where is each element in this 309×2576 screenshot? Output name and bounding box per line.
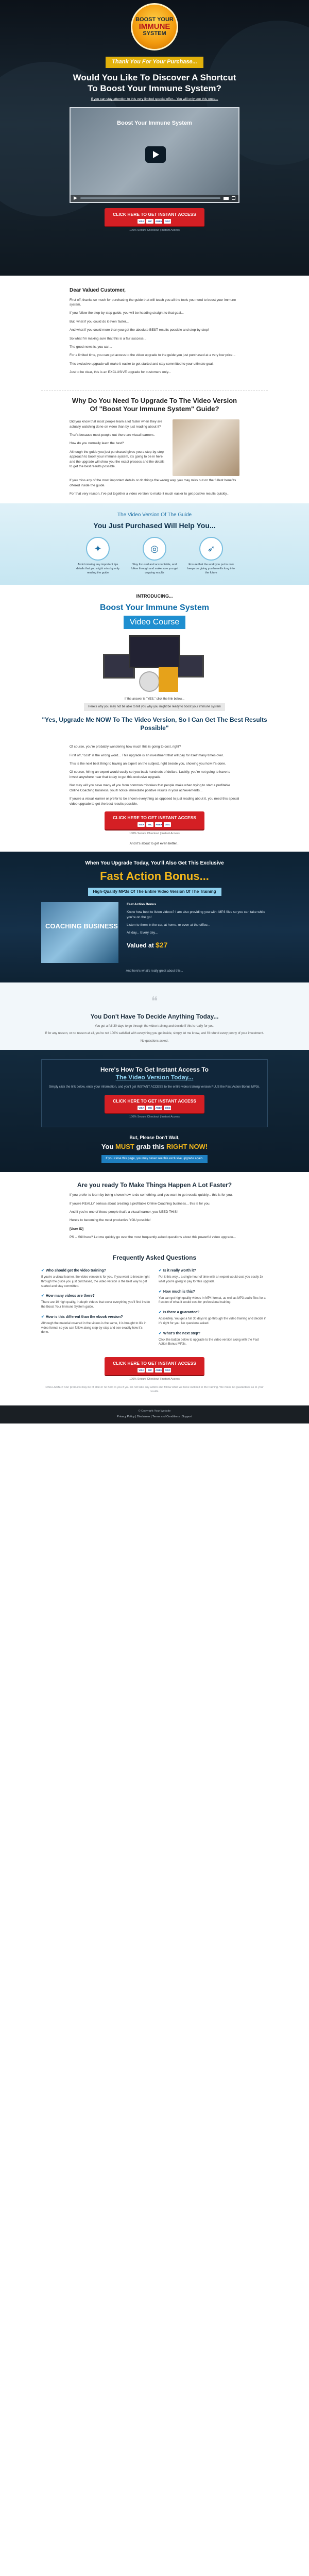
question-icon: ✔ [41,1269,44,1273]
discover-icon: DISC [165,1369,170,1372]
letter-paragraph: But, what if you could do it even faster... [70,319,129,324]
introducing-label: INTRODUCING... [136,594,173,599]
question-icon: ✔ [41,1315,44,1319]
faq-answer: Absolutely. You get a full 30 days to go through the video training and decide if it's right for you. No questions asked. [159,1317,266,1325]
rocket-icon: ➶ [207,544,215,554]
close-page-warning: If you close this page, you may never see this exclusive upgrade again. [101,1155,207,1163]
help-heading: You Just Purchased Will Help You... [93,521,216,530]
faq-question-text: Is there a guarantee? [163,1311,200,1315]
help-top-line: The Video Version Of The Guide [117,512,192,518]
payment-cards [113,1368,196,1372]
mastercard-icon: MC [146,822,153,827]
access-paragraph: Simply click the link below, enter your information, and you'll get INSTANT ACCESS to the entire video training version PLUS the Fast Action Bonus MP3s. [49,1085,260,1089]
faq-question-text: How many videos are there? [45,1294,95,1298]
faq-question [159,1290,268,1295]
ready-paragraph: If you're REALLY serious about creating a profitable Online Coaching business... this is for you. [70,1201,211,1206]
valued-amount: $27 [156,940,168,949]
faq-question [159,1268,268,1274]
bonus-subheading: High-Quality MP3s Of The Entire Video Version Of The Training [88,888,221,896]
guarantee-paragraph: You get a full 30 days to go through the video training and decide if this is really for you. [95,1024,214,1028]
faq-question [159,1331,268,1336]
instant-access-button[interactable] [105,1357,204,1376]
letter-paragraph: And what if you could more than you get the absolute BEST results possible and step-by-step! [70,328,209,332]
body-paragraph: First off, "cost" is the wrong word... This upgrade is an investment that will pay for itself many times over. [70,753,224,757]
ready-paragraph: And if you're one of those people that's a visual learner, you NEED THIS! [70,1210,178,1214]
faq-column-left [41,1268,150,1352]
bonus-value [127,940,268,950]
why-upgrade-section [0,397,309,504]
body-paragraph: Of course, hiring an expert would easily set you back hundreds of dollars. Luckily, you're not going to have to invest anywhere near that today to get this exclusive upgrade. [70,770,231,779]
lightbulb-icon: ✦ [94,544,102,554]
visa-icon: VISA [139,1106,144,1109]
fast-action-bonus-section [0,852,309,983]
valued-label: Valued at [127,941,154,949]
body-paragraph: This is the next best thing to having an expert on the subject, right beside you, showing you how it's done. [70,762,226,766]
instant-access-button[interactable] [105,1095,204,1114]
faq-question-text: Is it really worth it? [163,1269,196,1273]
feature-item [187,537,235,575]
video-help-section [0,503,309,585]
access-heading [47,1066,262,1082]
must-grab-text: You [101,1143,116,1150]
product-name: Boost Your Immune System [100,603,209,613]
access-heading-text: Here's How To Get Instant Access To [100,1065,209,1073]
discover-icon: DISC [165,823,170,826]
product-box-mockup [159,667,178,692]
faq-question [41,1294,150,1299]
discover-icon: DISC [165,220,170,223]
question-icon: ✔ [159,1290,162,1294]
secure-checkout-note: 100% Secure Checkout | Instant Access [129,229,180,232]
visa-icon: VISA [139,1369,144,1372]
how-to-access-section [0,1050,309,1172]
amex-icon: AMEX [155,220,162,223]
why-paragraph: For that very reason, I've put together a video version to make it much easier to get positive results quickly... [70,492,230,496]
upgrade-yes-headline: "Yes, Upgrade Me NOW To The Video Version, So I Can Get The Best Results Possible" [42,716,267,732]
faq-answer: There are 10 high quality, in-depth videos that cover everything you'll find inside the Boost Your Immune System guide. [41,1301,150,1309]
letter-paragraph: So what I'm making sure that this is a fair success... [70,336,146,341]
faq-column-right [159,1268,268,1352]
letter-paragraph: If you follow the step-by-step guide, you will be heading straight to that goal... [70,311,184,315]
feature-text: Ensure that the work you put in now keeps on giving you benefits long into the future [187,563,235,575]
faq-answer: Put it this way... a single hour of time with an expert would cost you easily 3x what you're going to pay for this upgrade. [159,1276,263,1283]
feature-text: Stay focused and accountable, and follow through and make sure you get ongoing results [131,563,178,575]
ready-paragraph: If you prefer to learn by being shown how to do something, and you want to get results quickly... this is for you. [70,1193,233,1197]
copyright: © Copyright Your Website [138,1410,171,1413]
why-paragraph: Did you know that most people learn a lot faster when they are actually watching done on video than by just reading about it? [70,420,162,429]
dvd-disc-mockup [139,671,160,692]
instant-access-button[interactable] [105,208,204,227]
letter-greeting: Dear Valued Customer, [70,287,126,293]
why-paragraph: Although the guide you just purchased gives you a step-by-step approach to boost your immune system, it's going to be in here and the upgrade will show you the exact process and the details to get the best results possible. [70,450,165,469]
faq-answer: You can get high quality videos in MP4 format, as well as MP3 audio files for a fraction of what it would cost for professional training. [159,1296,266,1304]
cta-label: CLICK HERE TO GET INSTANT ACCESS [113,211,196,217]
faq-section [0,1245,309,1406]
dont-wait-block [0,1134,309,1163]
access-box [41,1059,268,1127]
secure-checkout-note: 100% Secure Checkout | Instant Access [129,1378,180,1381]
letter-paragraph: First off, thanks so much for purchasing the guide that will teach you all the tools you need to boost your immune system. [70,298,236,307]
faq-question-text: How much is this? [163,1290,195,1294]
video-progress-bar[interactable] [80,197,220,199]
monitor-mockup [129,635,180,668]
feature-item [74,537,122,575]
bonus-image-text: COACHING BUSINESS [45,922,118,930]
discover-icon: DISC [165,1106,170,1109]
thank-you-banner: Thank You For Your Purchase... [106,57,203,68]
question-icon: ✔ [159,1311,162,1315]
why-paragraph: That's because most people out there are visual learners. [70,433,155,437]
must-grab-text: MUST [115,1143,134,1150]
guarantee-paragraph: No questions asked. [140,1040,169,1043]
bonus-paragraph: All day... Every day... [127,931,158,935]
why-heading: Why Do You Need To Upgrade To The Video Version Of "Boost Your Immune System" Guide? [72,396,237,413]
faq-question-text: Who should get the video training? [45,1269,106,1273]
payment-cards [113,219,196,224]
access-heading-underlined: The Video Version Today... [115,1074,194,1081]
instant-access-button[interactable] [105,811,204,831]
faq-question-text: How is this different than the ebook version? [45,1315,123,1319]
intro-note-bar: Here's why you may not be able to tell you why you might be ready to boost your immune system [84,703,225,711]
pricing-copy-section [0,739,309,852]
feature-item [131,537,178,575]
even-better-line: And it's about to get even better... [129,842,180,846]
bonus-product-image [41,902,118,963]
video-controls [71,195,238,202]
must-grab-line [0,1142,309,1152]
faq-question [41,1268,150,1274]
subheadline-text: If you can stay attention to this very limited special offer... You will only see this once... [91,97,218,101]
introducing-section [0,585,309,739]
bonus-heading: Fast Action Bonus... [100,870,209,883]
volume-icon[interactable] [224,197,229,200]
guarantee-heading: You Don't Have To Decide Anything Today... [90,1013,219,1021]
body-paragraph: If you're a visual learner or prefer to be shown everything as opposed to just reading about it, you need this special video upgrade to get the best results possible. [70,797,239,806]
amex-icon: AMEX [155,1106,162,1109]
fullscreen-icon[interactable] [232,196,235,200]
visa-icon: VISA [139,823,144,826]
signature: [User ID] [70,1227,84,1231]
disclaimer: DISCLAIMER: Our products may be of little or no help to you if you do not take any action and follow what we have outlined in the training. We make no guarantees as to your results. [45,1386,264,1394]
video-player[interactable] [70,107,239,203]
letter-paragraph: Just to be clear, this is an EXCLUSIVE upgrade for customers only... [70,370,171,375]
section-divider [41,390,268,391]
ready-paragraph: PS -- Still here? Let me quickly go over the most frequently asked questions about this powerful video upgrade... [70,1235,236,1240]
faq-question [41,1315,150,1320]
payment-cards [113,822,196,827]
question-icon: ✔ [159,1269,162,1273]
faq-answer: If you're a visual learner, the video version is for you. If you want to breeze right through the guide you just purchased, the video version is the best way to get started and stay committed. [41,1276,150,1288]
product-bundle-image [103,635,206,693]
logo-text: SYSTEM [143,30,166,37]
cta-label: CLICK HERE TO GET INSTANT ACCESS [113,1098,196,1104]
play-small-icon[interactable] [74,196,77,200]
letter-paragraph: For a limited time, you can get access to the video upgrade to the guide you just purchased at a very low price... [70,353,235,358]
video-title: Boost Your Immune System [117,120,192,126]
target-icon: ◎ [150,544,159,554]
question-icon: ✔ [41,1294,44,1298]
product-logo [131,3,178,50]
logo-text: BOOST YOUR [135,16,174,23]
bonus-paragraph: Fast Action Bonus [127,902,157,906]
letter-paragraph: This exclusive upgrade will make it easier to get started and stay committed to your ultimate goal. [70,362,214,366]
intro-line-note: If the answer is "YES," click the link below... [125,697,184,701]
feature-text: Avoid missing any important tips details that you might miss by only reading the guide [76,563,119,575]
play-icon[interactable] [145,146,166,163]
mastercard-icon: MC [146,1106,153,1110]
faq-heading: Frequently Asked Questions [112,1253,197,1261]
payment-cards [113,1106,196,1110]
body-paragraph: Nor may will you save many of you from common mistakes that people make when trying to start a profitable Online Coaching business, you'll notice immediate positive results in your achievements... [70,784,230,792]
bonus-foot-line: And here's what's really great about this... [126,969,183,973]
why-paragraph: If you miss any of the most important details or do things the wrong way, you may miss out on the fullest benefits offered inside the guide. [70,479,236,487]
video-course-label: Video Course [124,616,186,629]
hero-headline: Would You Like To Discover A Shortcut To Boost Your Immune System? [73,72,236,94]
body-paragraph: Of course, you're probably wondering how much this is going to cost, right? [70,745,181,749]
bonus-intro-line: When You Upgrade Today, You'll Also Get This Exclusive [85,860,224,866]
must-grab-text: RIGHT NOW! [166,1143,208,1150]
amex-icon: AMEX [155,1369,162,1372]
woman-image [173,419,239,476]
visa-icon: VISA [139,220,144,223]
why-paragraph: How do you normally learn the best? [70,442,124,446]
cta-label: CLICK HERE TO GET INSTANT ACCESS [113,1361,196,1366]
faq-question-text: What's the next step? [163,1331,200,1335]
faq-answer: Click the button below to upgrade to the video version along with the Fast Action Bonus MP3s. [159,1338,259,1346]
letter-paragraph: The good news is, you can... [70,345,112,349]
amex-icon: AMEX [155,823,162,826]
logo-text: IMMUNE [139,22,170,31]
bonus-paragraph: Listen to them in the car, at home, or even at the office... [127,923,211,927]
letter-section [0,276,309,384]
must-grab-text: grab this [134,1143,166,1150]
mastercard-icon: MC [146,219,153,224]
guarantee-section [0,982,309,1049]
mastercard-icon: MC [146,1368,153,1372]
quote-icon: ❝ [151,994,158,1009]
faq-answer: Although the material covered in the videos is the same, it is brought to life in video format so you can follow along step-by-step and see exactly how it's done. [41,1321,147,1334]
footer-links[interactable]: Privacy Policy | Disclaimer | Terms and Conditions | Support [117,1415,192,1419]
ready-paragraph: Here's to becoming the most productive YOU possible! [70,1218,151,1223]
dont-wait-line: But, Please Don't Wait, [129,1134,180,1140]
ready-heading: Are you ready To Make Things Happen A Lot Faster? [77,1181,232,1189]
footer [0,1405,309,1423]
secure-checkout-note: 100% Secure Checkout | Instant Access [129,1115,180,1118]
ready-section [0,1172,309,1245]
faq-question [159,1310,268,1315]
cta-label: CLICK HERE TO GET INSTANT ACCESS [113,815,196,820]
secure-checkout-note: 100% Secure Checkout | Instant Access [129,832,180,836]
hero-subheadline [0,97,309,101]
hero-section [0,0,309,276]
question-icon: ✔ [159,1331,162,1335]
guarantee-paragraph: If for any reason, or no reason at all, you're not 100% satisfied with everything you get inside, simply let me know, and I'll refund every penny of your investment. [45,1032,264,1036]
bonus-paragraph: Know how best to listen videos? I am also providing you with: MP3 files so you can take while you're on the go! [127,910,265,919]
